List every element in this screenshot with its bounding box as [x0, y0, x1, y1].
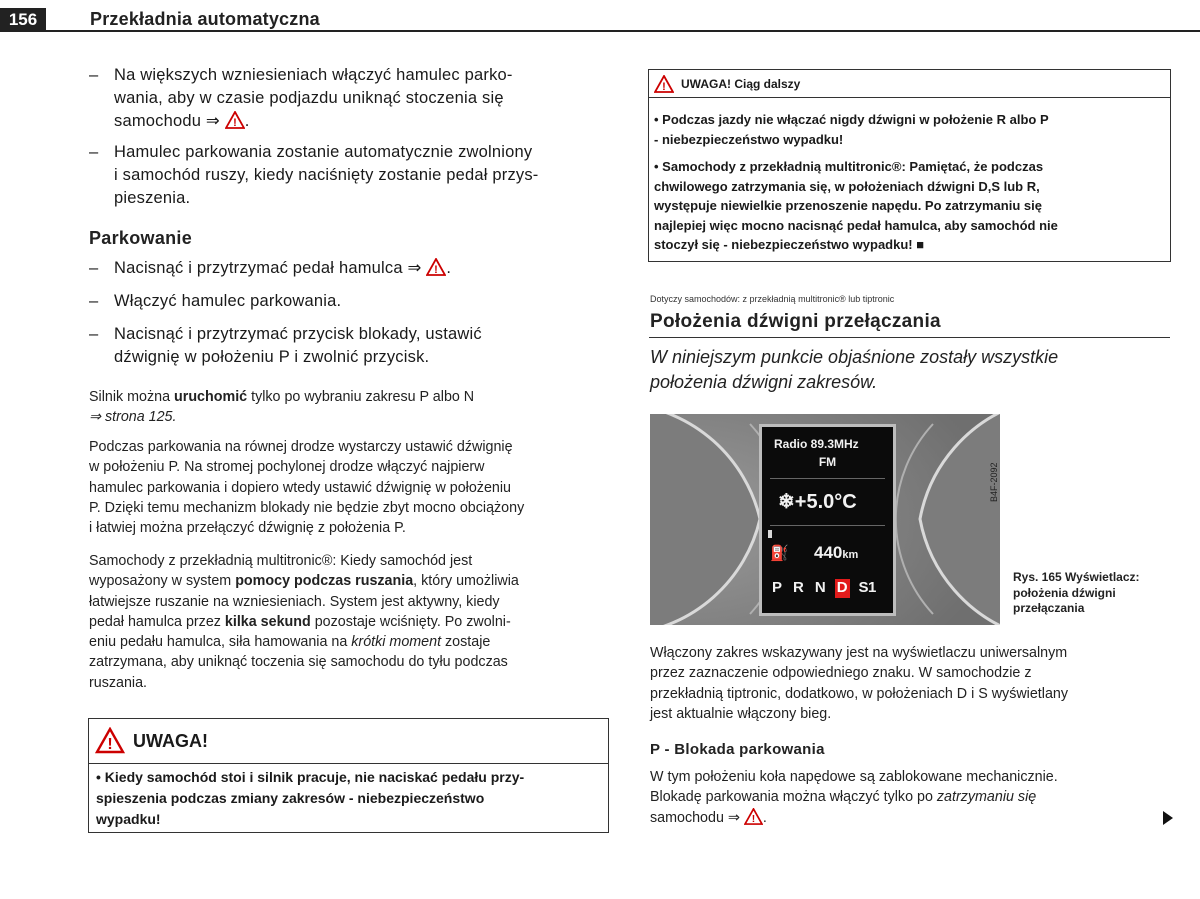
display-screen [759, 424, 896, 616]
gear-number: 1 [868, 579, 877, 596]
outside-temperature: ❄+5.0°C [778, 491, 857, 513]
svg-text:!: ! [107, 736, 113, 753]
gear-positions [770, 579, 871, 598]
radio-band: FM [818, 455, 837, 469]
gear-s: S [858, 579, 869, 596]
gear-r: R [793, 579, 804, 596]
fuel-pump-icon: ⛽ [770, 545, 789, 562]
warning-icon [95, 727, 125, 754]
next-page-arrow-icon[interactable] [1163, 811, 1173, 825]
warning-text: • Kiedy samochód stoi i silnik pracuje, nie naciskać pedału przy- spieszenia podczas zmiany zakresów - niebezpieczeństwo wypadku! [96, 769, 525, 827]
warning-text: • Podczas jazdy nie włączać nigdy dźwigni w położenie R albo P - niebezpieczeństwo wypadku! • Samochody z przekładnią multitronic®: Pamiętać, że podczas chwilowego zatrzymania się, w położeniach dźwigni D,S lub R, występuje niewielkie przenoszenie napędu. Po zatrzymaniu się najlepiej więc mocno nacisnąć pedał hamulca, aby samochód nie stoczył się - niebezpieczeństwo wypadku! ■ [654, 112, 1058, 252]
chapter-title: Przekładnia automatyczna [90, 9, 320, 29]
figure-display [650, 414, 1000, 625]
warning-title: UWAGA! Ciąg dalszy [681, 77, 801, 91]
svg-text:!: ! [434, 264, 439, 276]
fuel-bar-icon [768, 530, 772, 538]
list-item: – Włączyć hamulec parkowania. [89, 292, 342, 310]
range-readout: 440km [814, 543, 859, 562]
warning-box-header [649, 70, 1170, 98]
gear-n: N [814, 579, 826, 596]
warning-icon[interactable] [744, 808, 763, 825]
list-item: – Hamulec parkowania zostanie automatycznie zwolniony i samochód ruszy, kiedy naciśnięty zostanie pedał przys- pieszenia. [89, 143, 539, 207]
warning-box-header [89, 719, 608, 764]
gear-indicator-bar [762, 577, 893, 600]
subheading-park-lock: P - Blokada parkowania [650, 741, 825, 758]
list-item: – Na większych wzniesieniach włączyć hamulec parko- wania, aby w czasie podjazdu uniknąć stoczenia się samochodu ⇒ ! . [89, 64, 619, 134]
section-heading-parkowanie: Parkowanie [89, 228, 193, 248]
header-rule [46, 30, 1200, 32]
gear-d: D [836, 579, 848, 596]
paragraph-park-lock: W tym położeniu koła napędowe są zablokowane mechanicznie. Blokadę parkowania można włączyć tylko po zatrzymaniu się samochodu ⇒ ! . [650, 769, 1058, 826]
warning-icon [654, 75, 674, 93]
page-number: 156 [0, 8, 46, 32]
warning-title: UWAGA! [133, 731, 208, 751]
figure-caption: Rys. 165 Wyświetlacz: położenia dźwigni przełączania [1013, 570, 1140, 615]
section-rule [649, 337, 1170, 338]
paragraph-parking: Podczas parkowania na równej drodze wystarczy ustawić dźwignię w położeniu P. Na stromej pochylonej drodze włączyć najpierw hamulec parkowania i dopiero wtedy ustawić dźwignię w położeniu P. Dzięki temu mechanizm blokady nie będzie zbyt mocno obciążony i łatwiej można przełączyć dźwignię z położenia P. [89, 439, 525, 537]
page-reference-link[interactable]: ⇒ strona 125. [89, 409, 177, 426]
warning-icon[interactable] [225, 111, 245, 129]
svg-text:!: ! [751, 813, 756, 825]
list-item: – Nacisnąć i przytrzymać pedał hamulca ⇒ ! . [89, 259, 452, 277]
paragraph-display-info: Włączony zakres wskazywany jest na wyświetlaczu uniwersalnym przez zaznaczenie odpowiedniego znaku. W samochodzie z przekładnią tiptronic, dodatkowo, w położeniach D i S wyświetlany jest aktualnie włączony bieg. [650, 645, 1068, 722]
section-intro: W niniejszym punkcie objaśnione zostały wszystkie położenia dźwigni zakresów. [650, 347, 1059, 392]
snowflake-icon: ❄ [778, 491, 795, 513]
warning-box [88, 718, 609, 833]
paragraph-hill-start: Samochody z przekładnią multitronic®: Kiedy samochód jest wyposażony w system pomocy podczas ruszania, który umożliwia łatwiejsze ruszanie na wzniesieniach. System jest aktywny, kiedy pedał hamulca przez kilka sekund pozostaje wciśnięty. Po zwolni- eniu pedału hamulca, siła hamowania na krótki moment zostaje zatrzymana, aby uniknąć toczenia się samochodu do tyłu podczas ruszania. [89, 553, 519, 691]
applies-to-note: Dotyczy samochodów: z przekładnią multitronic® lub tiptronic [650, 294, 895, 304]
list-item-last-line: samochodu ⇒ ! . [114, 112, 250, 130]
warning-box-continued [648, 69, 1171, 262]
section-title: Położenia dźwigni przełączania [650, 311, 941, 332]
paragraph-engine-start: Silnik można uruchomić tylko po wybraniu zakresu P albo N ⇒ strona 125. [89, 387, 609, 428]
svg-text:!: ! [232, 117, 237, 129]
gear-p: P [772, 579, 783, 596]
image-code: B4F-2092 [989, 462, 999, 502]
radio-station: Radio 89.3MHz [774, 437, 859, 451]
warning-icon[interactable] [426, 258, 446, 276]
svg-text:!: ! [662, 81, 666, 93]
list-item: – Nacisnąć i przytrzymać przycisk blokady, ustawić dźwignię w położeniu P i zwolnić przycisk. [89, 325, 482, 366]
